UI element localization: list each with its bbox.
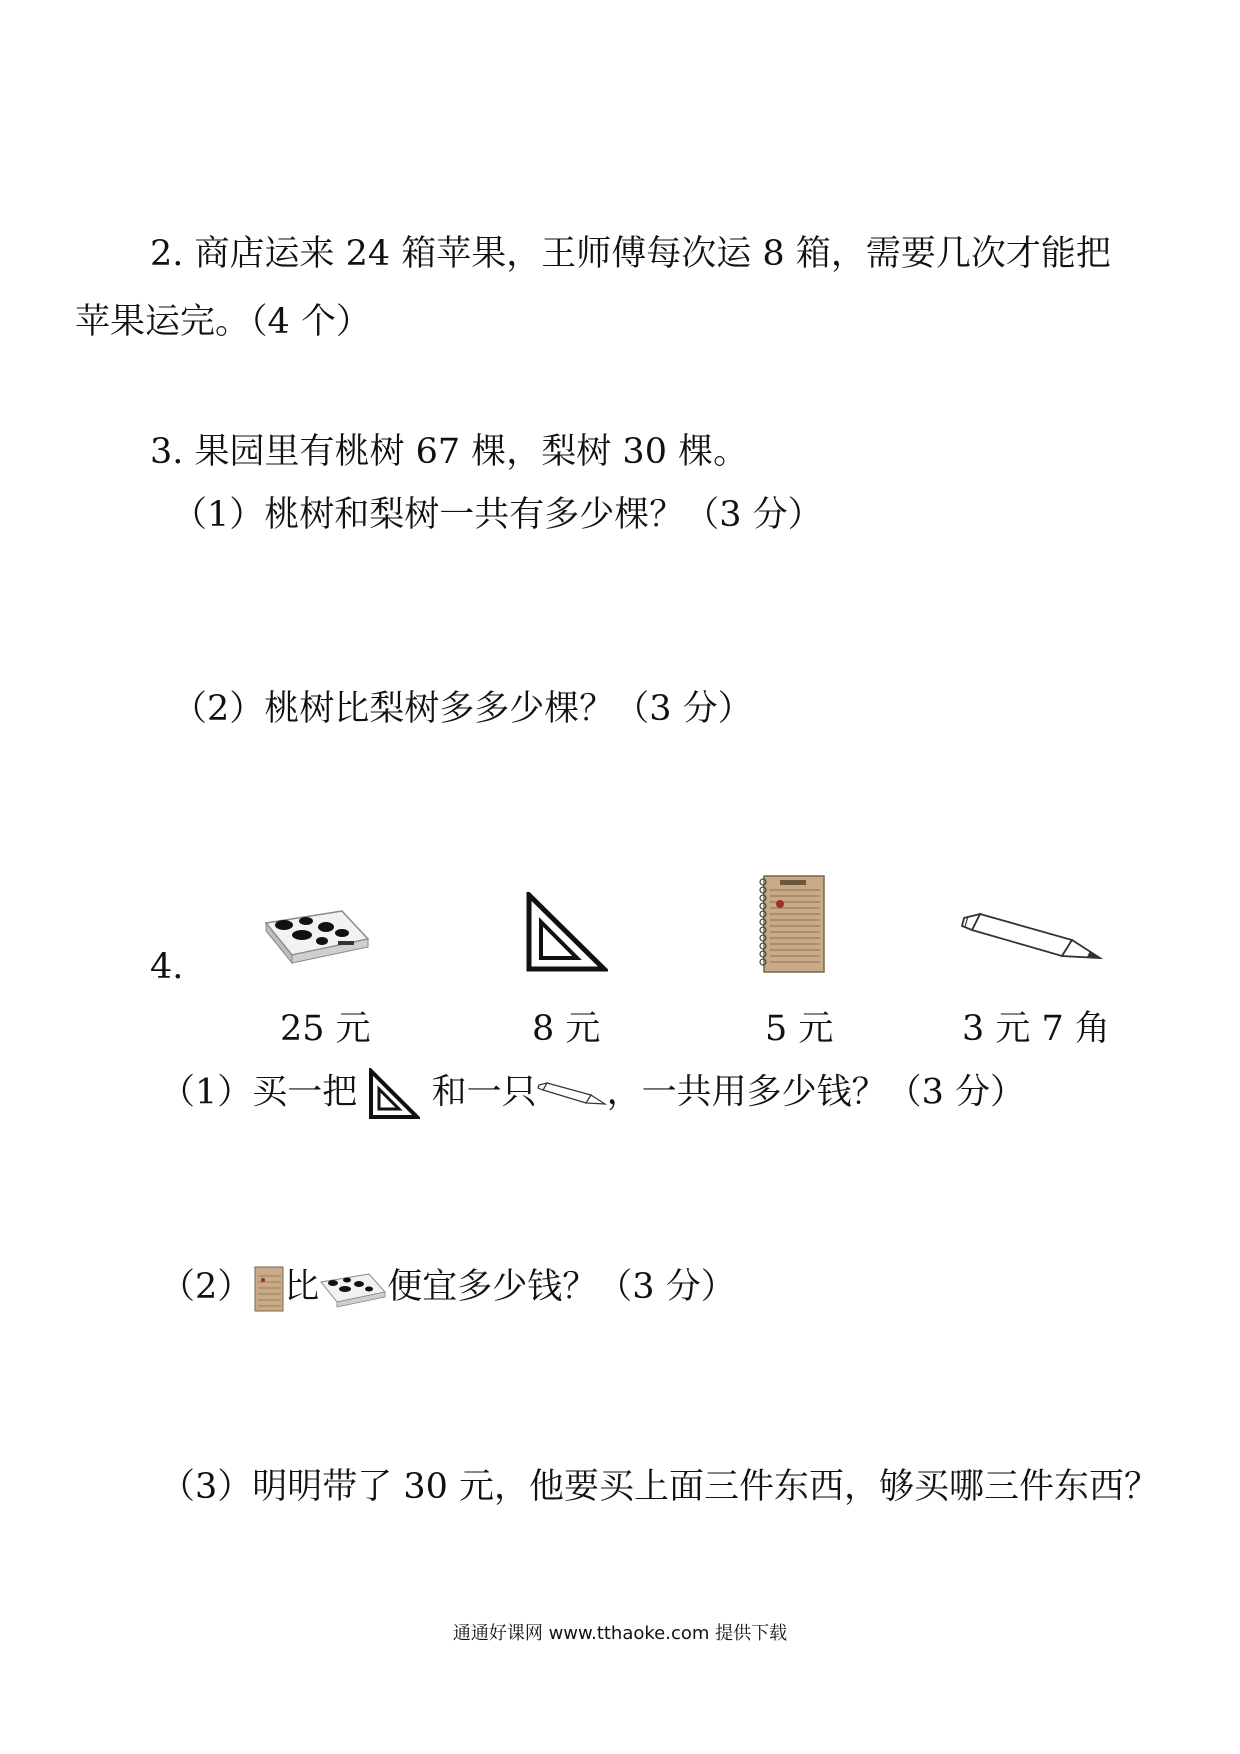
price-notebook: 5 元 <box>765 1009 834 1049</box>
q4-sub2-part-b: 比 <box>284 1267 320 1307</box>
q4-sub1-part-c: ，一共用多少钱？（3 分） <box>606 1072 1025 1113</box>
eraser-icon <box>262 905 372 965</box>
triangle-ruler-icon <box>526 892 608 972</box>
eraser-icon <box>319 1270 387 1308</box>
price-pencil: 3 元 7 角 <box>962 1009 1110 1049</box>
q3-stem: 3. 果园里有桃树 67 棵，梨树 30 棵。 <box>150 432 749 472</box>
footer-credit: 通通好课网 www.tthaoke.com 提供下载 <box>452 1623 788 1644</box>
triangle-ruler-icon <box>368 1068 420 1120</box>
q4-sub1-part-a: （1）买一把 <box>160 1072 358 1113</box>
pencil-icon <box>537 1079 607 1109</box>
q4-sub3: （3）明明带了 30 元，他要买上面三件东西，够买哪三件东西？ <box>160 1467 1160 1507</box>
q2-line2: 苹果运完。（4 个） <box>75 302 371 342</box>
price-eraser: 25 元 <box>280 1009 371 1049</box>
q3-sub1: （1）桃树和梨树一共有多少棵？（3 分） <box>172 495 823 535</box>
q3-sub2: （2）桃树比梨树多多少棵？（3 分） <box>172 689 753 729</box>
notebook-icon <box>252 1266 284 1312</box>
price-triangle-ruler: 8 元 <box>532 1009 601 1049</box>
pencil-icon <box>960 908 1105 968</box>
q4-sub2 <box>160 1265 736 1312</box>
q2-line1: 2. 商店运来 24 箱苹果，王师傅每次运 8 箱，需要几次才能把 <box>150 234 1111 274</box>
q4-number: 4. <box>150 947 184 987</box>
q4-sub2-part-c: 便宜多少钱？（3 分） <box>387 1267 736 1307</box>
q4-sub1 <box>160 1068 1025 1120</box>
q4-sub1-part-b: 和一只 <box>431 1072 537 1113</box>
notebook-icon <box>756 874 826 974</box>
q4-sub2-part-a: （2） <box>160 1267 253 1307</box>
